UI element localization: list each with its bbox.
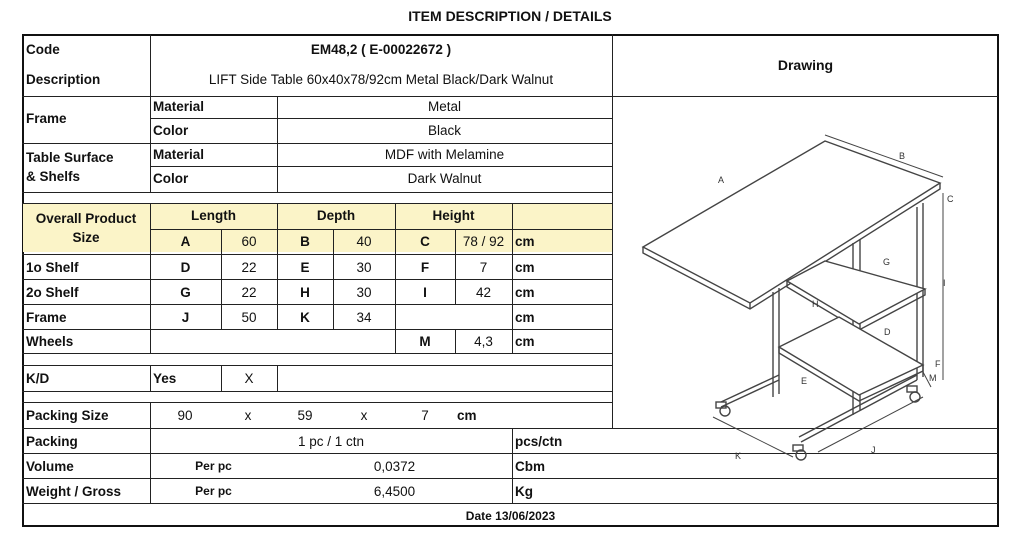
dim-label-h: H (812, 299, 819, 309)
frame-label: Frame (26, 111, 67, 126)
length-header: Length (191, 208, 236, 223)
dim-label-k: K (735, 451, 742, 461)
dim-key: H (300, 285, 310, 300)
dim-key: F (420, 260, 430, 275)
packing-size-x1: x (244, 408, 252, 423)
code-label: Code (26, 42, 60, 57)
dims-label-2: Size (72, 230, 100, 245)
packing-value: 1 pc / 1 ctn (297, 434, 365, 449)
upper-shelf (787, 261, 925, 324)
packing-size-unit: cm (457, 408, 477, 423)
dim-key: M (419, 334, 431, 349)
dim-value: 42 (475, 285, 492, 300)
packing-label: Packing (26, 434, 78, 449)
dim-label-d: D (884, 327, 891, 337)
weight-unit: Kg (515, 484, 533, 499)
dim-value: 34 (356, 310, 372, 325)
dim-unit: cm (515, 285, 535, 300)
frame-material-value: Metal (427, 99, 461, 114)
frame-color-value: Black (427, 123, 461, 138)
description-value: LIFT Side Table 60x40x78/92cm Metal Black/Dark Walnut (208, 72, 554, 87)
dim-label-m: M (929, 373, 937, 383)
volume-per: Per pc (195, 459, 232, 473)
surface-color-value: Dark Walnut (407, 171, 482, 186)
dim-label-f: F (935, 359, 941, 369)
packing-size-length: 90 (177, 408, 193, 423)
dim-value: 7 (479, 260, 488, 275)
volume-unit: Cbm (515, 459, 545, 474)
dim-key: J (181, 310, 190, 325)
dim-value: 40 (356, 234, 372, 249)
dim-key: B (300, 234, 310, 249)
packing-size-label: Packing Size (26, 408, 109, 423)
dim-label-j: J (871, 445, 876, 455)
dim-unit: cm (515, 310, 535, 325)
dim-value: 30 (356, 285, 372, 300)
weight-value: 6,4500 (373, 484, 416, 499)
dim-unit: cm (515, 234, 535, 249)
volume-value: 0,0372 (373, 459, 416, 474)
wheel (910, 392, 920, 402)
height-header: Height (432, 208, 475, 223)
dim-key: I (423, 285, 427, 300)
surface-material-label: Material (153, 147, 205, 162)
row-label: 1o Shelf (26, 260, 79, 275)
page-title: ITEM DESCRIPTION / DETAILS (408, 8, 612, 24)
dim-label-c: C (947, 194, 954, 204)
dims-label-1: Overall Product (35, 211, 137, 226)
description-label: Description (26, 72, 101, 87)
row-label: 2o Shelf (26, 285, 79, 300)
dim-value: 60 (241, 234, 257, 249)
surface-material-value: MDF with Melamine (384, 147, 505, 162)
dim-label-g: G (883, 257, 891, 267)
weight-label: Weight / Gross (26, 484, 122, 499)
dim-value: 50 (241, 310, 257, 325)
row-label: Wheels (26, 334, 74, 349)
dim-value: 22 (241, 285, 257, 300)
kd-yes: Yes (153, 371, 177, 386)
surface-color-label: Color (153, 171, 189, 186)
product-drawing (613, 97, 998, 461)
dim-value: 4,3 (474, 334, 493, 349)
dim-label-i: I (943, 278, 946, 288)
packing-size-height: 7 (421, 408, 429, 423)
dim-value: 30 (356, 260, 372, 275)
packing-size-x2: x (360, 408, 368, 423)
dim-label-e: E (801, 376, 808, 386)
document-date: Date 13/06/2023 (465, 509, 556, 523)
dim-value: 78 / 92 (462, 234, 505, 249)
dim-label-a: A (718, 175, 725, 185)
dim-label-b: B (899, 151, 906, 161)
dim-unit: cm (515, 334, 535, 349)
packing-unit: pcs/ctn (515, 434, 563, 449)
kd-label: K/D (26, 371, 50, 386)
row-label: Frame (26, 310, 67, 325)
dim-value: 22 (241, 260, 257, 275)
frame-material-label: Material (153, 99, 205, 114)
dim-key: G (180, 285, 191, 300)
dim-key: A (180, 234, 191, 249)
weight-per: Per pc (195, 484, 232, 498)
dim-key: E (300, 260, 310, 275)
kd-mark: X (244, 371, 254, 386)
surface-label-2: & Shelfs (26, 169, 81, 184)
drawing-title: Drawing (777, 57, 834, 73)
volume-label: Volume (26, 459, 74, 474)
code-value: EM48,2 ( E-00022672 ) (310, 42, 452, 57)
dim-key: D (180, 260, 191, 275)
dim-unit: cm (515, 260, 535, 275)
packing-size-width: 59 (297, 408, 313, 423)
frame-color-label: Color (153, 123, 189, 138)
dim-key: K (300, 310, 310, 325)
dim-key: C (420, 234, 430, 249)
surface-label-1: Table Surface (26, 150, 114, 165)
depth-header: Depth (316, 208, 356, 223)
